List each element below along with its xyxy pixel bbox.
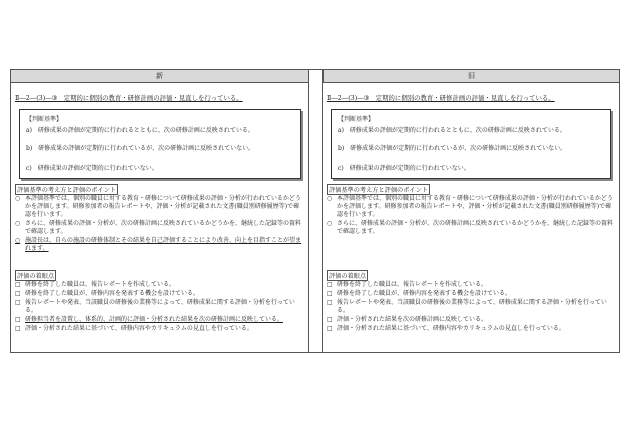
old-points-label: 評価基準の考え方と評価のポイント: [327, 184, 430, 195]
new-section-title: Ⅱ―2―(3)―③ 定期的に個別の教育・研修計画の評価・見直しを行っている。: [15, 94, 243, 102]
focus-item: □ 研修担当者を設置し、体系的、計画的に評価・分析された結果を次の研修計画に反映している。: [15, 316, 284, 323]
new-focus-list: [15, 281, 303, 334]
comparison-table: [10, 69, 620, 353]
focus-item: □ 評価・分析された結果に基づいて、研修内容やカリキュラムの見直しを行っている。: [327, 325, 565, 332]
new-points-list: [15, 195, 303, 254]
old-points-list: [327, 195, 613, 237]
new-column-header: 新: [11, 70, 309, 83]
old-focus-list: [327, 281, 613, 334]
point-item: ○ さらに、研修成果の評価・分析が、次の研修計画に反映されているかどうかを、継続した記録等の資料で確認します。: [327, 220, 614, 235]
criteria-c: c) 研修成果の評価が定期的に行われていない。: [338, 165, 470, 172]
new-focus-label: 評価の着眼点: [15, 270, 56, 281]
old-section-title: Ⅱ―2―(3)―③ 定期的に個別の教育・研修計画の評価・見直しを行っている。: [327, 94, 555, 102]
new-points-label: 評価基準の考え方と評価のポイント: [15, 184, 118, 195]
criteria-heading: 【判断基準】: [338, 116, 375, 123]
column-gap: [309, 70, 323, 352]
criteria-c: c) 研修成果の評価が定期的に行われていない。: [26, 165, 158, 172]
focus-item: □ 報告レポートや発表、当該職員の研修後の業務等によって、研修成果に関する評価・分析を行っている。: [327, 299, 607, 314]
point-item: ○ 本評価基準では、個別の職員に対する教育・研修について研修成果の評価・分析が行われているかどうかを評価します。研修参加者の報告レポートや、評価・分析が記載された文書(職員別研修履歴等)で確認を行います。: [327, 195, 613, 218]
criteria-a: a) 研修成果の評価が定期的に行われるとともに、次の研修計画に反映されている。: [26, 127, 254, 134]
focus-item: □ 評価・分析された結果を次の研修計画に反映している。: [327, 316, 488, 323]
criteria-b: b) 研修成果の評価が定期的に行われているが、次の研修計画に反映されていない。: [338, 145, 567, 152]
old-focus-label: 評価の着眼点: [327, 270, 368, 281]
point-item: ○ 本評価基準では、個別の職員に対する教育・研修について研修成果の評価・分析が行われているかどうかを評価します。研修参加者の報告レポートや、評価・分析が記載された文書(職員別研修履歴等)で確認を行います。: [15, 195, 301, 218]
focus-item: □ 研修を終了した職員が、研修内容を発表する機会を設けている。: [15, 290, 200, 297]
focus-item: □ 研修を終了した職員が、研修内容を発表する機会を設けている。: [327, 290, 512, 297]
point-item: ○ さらに、研修成果の評価・分析が、次の研修計画に反映されているかどうかを、継続した記録等の資料で確認します。: [15, 220, 302, 235]
focus-item: □ 研修を終了した職員は、報告レポートを作成している。: [327, 281, 488, 288]
focus-item: □ 研修を終了した職員は、報告レポートを作成している。: [15, 281, 176, 288]
focus-item: □ 評価・分析された結果に基づいて、研修内容やカリキュラムの見直しを行っている。: [15, 325, 253, 332]
focus-item: □ 報告レポートや発表、当該職員の研修後の業務等によって、研修成果に関する評価・分析を行っている。: [15, 299, 295, 314]
new-criteria-box: [19, 109, 301, 179]
point-item: ○ 施設長は、自らの施設の研修体制とその結果を自己評価することにより改善、向上を目指すことが望まれます。: [15, 237, 302, 252]
old-column: [323, 83, 619, 352]
criteria-a: a) 研修成果の評価が定期的に行われるとともに、次の研修計画に反映されている。: [338, 127, 566, 134]
criteria-heading: 【判断基準】: [26, 116, 63, 123]
new-column: [11, 83, 309, 352]
old-column-header: 旧: [323, 70, 619, 83]
old-criteria-box: [331, 109, 611, 179]
criteria-b: b) 研修成果の評価が定期的に行われているが、次の研修計画に反映されていない。: [26, 145, 255, 152]
